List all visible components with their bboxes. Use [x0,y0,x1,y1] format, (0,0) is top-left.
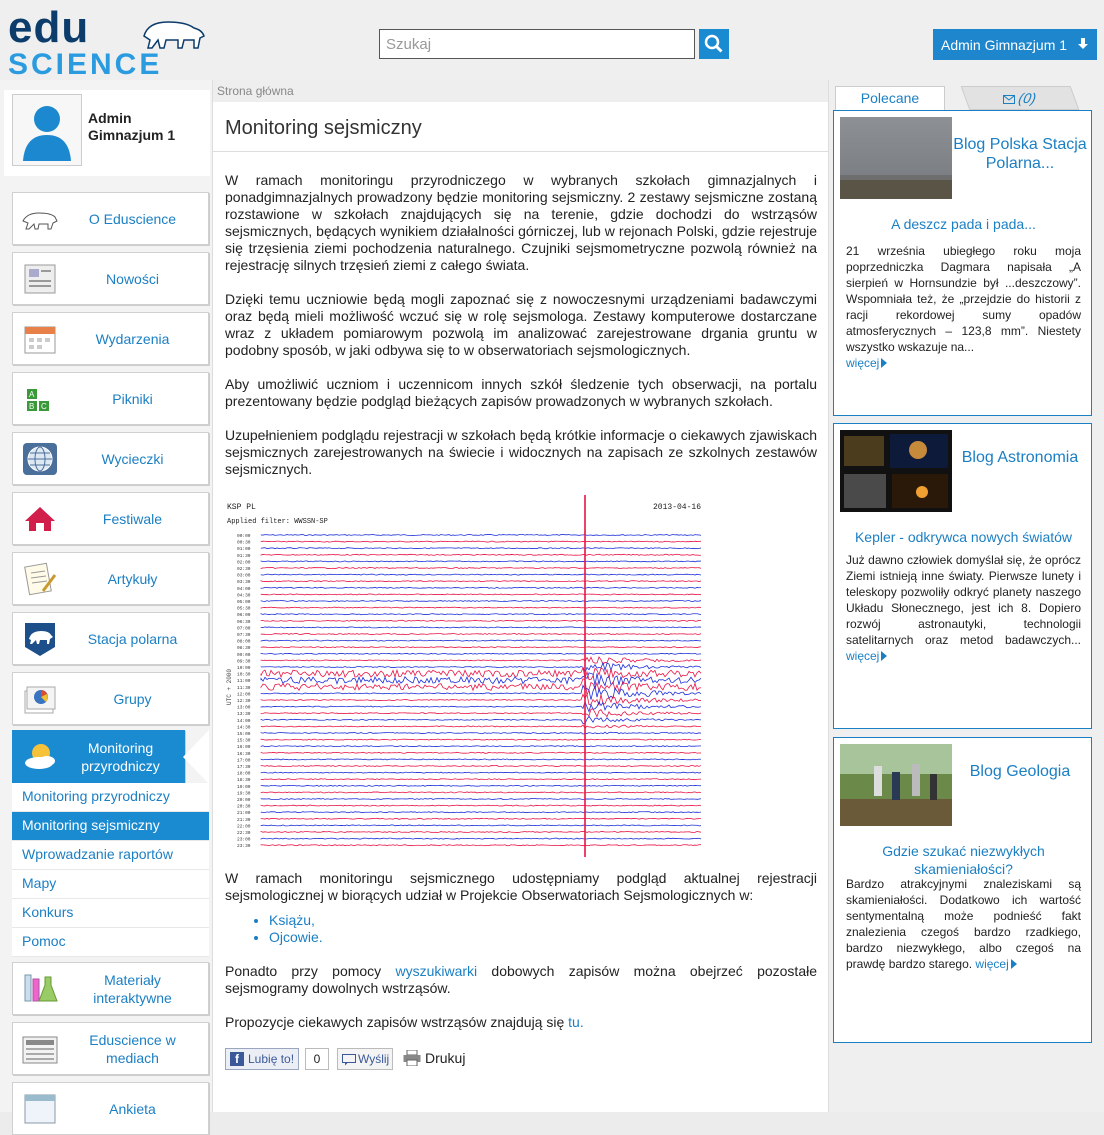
menu-item-stacja-polarna[interactable] [12,612,209,665]
search-engine-link[interactable]: wyszukiwarki [395,963,478,979]
seismogram-filter: Applied filter: WWSSN-SP [227,518,328,526]
search-icon [699,29,729,59]
facebook-icon: f [230,1052,244,1066]
svg-text:B: B [29,402,35,411]
seismogram-time-label: 01:00 [237,547,251,553]
svg-text:A: A [29,390,35,399]
observatory-link-ksiaz[interactable]: Książu, [269,912,315,928]
search-input[interactable]: Szukaj [379,29,695,59]
social-bar [225,1048,525,1072]
user-silhouette-icon [13,95,81,165]
post-title[interactable]: A deszcz pada i pada... [891,216,1036,232]
menu-label: Wydarzenia [95,330,170,347]
seismogram-axis-label: UTC + 2000 [226,668,233,705]
like-label: Lubię to! [248,1052,295,1066]
seismogram-time-label: 05:30 [237,606,251,612]
excerpt-text: Już dawno człowiek domyślał się, że oprócz Ziemi istnieją inne światy. Pierwsze lunety i teleskopy pozwoliły odkryć planety naszego Układu Słonecznego, jest ich 8. Dopiero rozwój astronautyki, technologii satelitarnych oraz metod badawczych... [846,553,1081,647]
read-more-link[interactable] [975,957,1016,971]
menu-item-pikniki[interactable] [12,372,209,425]
seismogram-time-label: 00:30 [237,540,251,546]
menu-item-nowosci[interactable] [12,252,209,305]
weather-icon [21,739,59,775]
polar-bear-icon [21,621,59,657]
menu-label: Ankieta [109,1100,156,1117]
calendar-icon [21,321,59,357]
seismogram-date: 2013-04-16 [653,503,702,512]
seismogram-time-label: 18:30 [237,778,251,784]
user-menu-button[interactable] [933,29,1097,60]
seismogram-time-label: 12:30 [237,699,251,704]
header [0,0,1104,80]
seismogram-time-label: 03:30 [237,580,251,586]
blog-thumbnail-image[interactable] [840,117,952,199]
blog-title[interactable]: Blog Astronomia [961,449,1079,466]
seismogram-time-label: 23:30 [237,844,251,850]
seismogram-time-label: 05:00 [237,600,251,605]
seismogram-time-label: 17:00 [237,758,251,764]
read-more-label: więcej [846,649,880,663]
seismogram-time-label: 00:00 [237,534,251,539]
seismogram-time-label: 15:30 [237,738,251,744]
page-title: Monitoring sejsmiczny [225,117,422,139]
tab-recommended[interactable]: Polecane [835,86,945,110]
chart-icon [21,681,59,717]
seismogram-time-label: 11:00 [237,679,251,685]
submenu-item-monitoring-sejsmiczny[interactable]: Monitoring sejsmiczny [12,812,209,841]
menu-label: Materiały interaktywne [93,971,172,1006]
paragraph [225,1014,817,1031]
search-button[interactable] [699,29,729,59]
observatory-list [225,912,817,946]
active-indicator [183,730,209,784]
menu-item-wycieczki[interactable] [12,432,209,485]
menu-item-materialy-interaktywne[interactable] [12,962,209,1015]
list-item [269,929,817,946]
right-sidebar [829,80,1104,1112]
seismogram-time-label: 18:00 [237,771,251,777]
seismogram-time-label: 13:30 [237,712,251,718]
seismogram-time-label: 15:00 [237,732,251,737]
seismogram-time-label: 21:30 [237,817,251,823]
paragraph-text: Propozycje ciekawych zapisów wstrząsów znajdują się [225,1014,569,1030]
seismogram-time-label: 03:00 [237,573,251,579]
paragraph: Dzięki temu uczniowie będą mogli zapoznać się z nowoczesnymi urządzeniami badawczymi oraz będą mieli możliwość wczuć się w rolę sejsmologa. Zestawy komputerowe dostarczane wraz z układem pomiarowym pozwolą im analizować zarejestrowane drgania gruntu w podobny sposób, w jaki odbywa się to w obserwatoriach sejsmologicznych. [225,291,817,358]
like-count: 0 [305,1048,329,1070]
document-icon [21,561,59,597]
title-divider [213,151,828,152]
menu-label: Stacja polarna [87,630,178,647]
blog-thumbnail-image[interactable] [840,430,952,512]
blog-card [833,737,1092,1043]
send-label: Wyślij [358,1052,390,1066]
user-profile [4,90,210,176]
seismogram-time-label: 09:30 [237,659,251,665]
seismogram-time-label: 06:30 [237,619,251,625]
profile-name: Admin Gimnazjum 1 [88,110,176,143]
submenu-item-wprowadzanie-raportow[interactable]: Wprowadzanie raportów [12,841,209,870]
seismogram-time-label: 14:30 [237,725,251,731]
seismogram-time-label: 04:00 [237,586,251,592]
submenu-item-konkurs[interactable]: Konkurs [12,899,209,928]
post-excerpt [846,876,1081,972]
article-body [225,172,817,1048]
main-content [212,80,829,1112]
proposals-link[interactable]: tu. [568,1014,584,1030]
menu-label: Festiwale [102,510,163,527]
svg-text:SCIENCE: SCIENCE [8,48,163,76]
seismogram-time-label: 08:30 [237,646,251,652]
seismogram-time-label: 21:00 [237,811,251,817]
menu-item-festiwale[interactable] [12,492,209,545]
seismogram-time-label: 10:30 [237,672,251,678]
menu-label: Pikniki [112,390,153,407]
list-item [269,912,817,929]
paragraph: Uzupełnieniem podglądu rejestracji w szkołach będą krótkie informacje o ciekawych zjawiskach sejsmicznych zarejestrowanych na świecie i widocznych na zapisach ze szkolnych zestawów sejsmicznych. [225,427,817,477]
submenu-item-mapy[interactable]: Mapy [12,870,209,899]
seismogram-time-label: 02:30 [237,567,251,572]
paragraph: Aby umożliwić uczniom i uczennicom innych szkół śledzenie tych obserwacji, na portalu prezentowany będzie podgląd bieżących zapisów prowadzonych w wybranych szkołach. [225,376,817,409]
send-button[interactable] [337,1048,393,1070]
seismogram-station: KSP PL [227,503,256,512]
avatar[interactable] [12,94,82,166]
read-more-label: więcej [975,957,1009,971]
download-arrow-icon [1077,38,1089,50]
seismogram-time-label: 14:00 [237,718,251,724]
seismogram-time-label: 02:00 [237,560,251,566]
seismogram-time-label: 13:00 [237,705,251,711]
messages-count: (0) [1016,90,1040,106]
seismogram-time-label: 09:00 [237,652,251,658]
print-button[interactable] [403,1050,465,1066]
seismogram-time-label: 07:00 [237,626,251,632]
menu-item-eduscience-w-mediach[interactable] [12,1022,209,1075]
submenu-item-monitoring-przyrodniczy[interactable]: Monitoring przyrodniczy [12,783,209,812]
newspaper-icon [21,1031,59,1067]
svg-text:edu: edu [8,6,90,52]
print-label: Drukuj [425,1050,466,1066]
paragraph [225,963,817,997]
menu-item-o-eduscience[interactable] [12,192,209,245]
menu-label: Artykuły [107,570,158,587]
paragraph-text: dobowych zapisów można obejrzeć pozostałe sejsmogramy dowolnych wstrząsów. [225,963,818,996]
seismogram-time-label: 04:30 [237,593,251,599]
globe-icon [21,441,59,477]
blog-title[interactable]: Blog Geologia [969,763,1071,780]
speech-bubble-icon [342,1054,356,1066]
seismogram-time-label: 16:30 [237,751,251,757]
seismogram-time-label: 22:00 [237,824,251,830]
menu-label: Grupy [113,690,152,707]
seismogram-time-label: 10:00 [237,666,251,671]
tab-messages[interactable] [961,86,1080,110]
seismogram-time-label: 19:00 [237,784,251,790]
seismogram-time-label: 20:30 [237,804,251,810]
flask-icon [21,971,59,1007]
seismogram-time-label: 22:30 [237,831,251,836]
facebook-like-button[interactable] [225,1048,299,1070]
seismogram-time-label: 01:30 [237,553,251,559]
observatory-link-ojcow[interactable]: Ojcowie. [269,929,323,945]
blog-card [833,110,1092,416]
form-icon [21,1091,59,1127]
menu-item-grupy[interactable] [12,672,209,725]
menu-label: Wycieczki [101,450,164,467]
seismogram-time-label: 16:00 [237,745,251,751]
menu-item-ankieta[interactable] [12,1082,209,1135]
read-more-label: więcej [846,356,880,370]
blog-thumbnail-image[interactable] [840,744,952,826]
arrow-right-icon [881,358,887,368]
seismogram-time-label: 23:00 [237,837,251,843]
seismogram-time-label: 20:00 [237,798,251,803]
paragraph: W ramach monitoringu przyrodniczego w wybranych szkołach gimnazjalnych i ponadgimnazjalnych prowadzony będzie monitoring sejsmiczny. 2 zestawy sejsmiczne zostaną rozstawione w szkołach znajdujących się na terenie, gdzie dochodzi do wstrząsów sejsmicznych, będących wynikiem działalności górniczej, lub w rejonach Polski, gdzie rejestruje się trzęsienia ziemi pochodzenia naturalnego. Czujniki sejsmometryczne pozwolą również na rejestrację silnych trzęsień ziemi z całego świata. [225,172,817,273]
seismogram-time-label: 07:30 [237,633,251,638]
newspaper-icon [21,261,59,297]
eduscience-logo[interactable] [8,6,213,76]
seismogram-time-label: 11:30 [237,685,251,691]
breadcrumb[interactable]: Strona główna [213,80,828,102]
printer-icon [403,1050,421,1066]
seismogram-time-label: 08:00 [237,639,251,645]
post-excerpt [846,243,1081,371]
user-menu-label: Admin Gimnazjum 1 [941,37,1068,53]
excerpt-text: 21 września ubiegłego roku moja poprzedniczka Dagmara napisała „A sierpień w Hornsundzie był ...deszczowy”. Wspomniała też, że „przejdzie do historii z racji rekordowej sumy opadów atmosferycznych – 123,8 mm”. Niestety wszystko wskazuje na... [846,244,1081,354]
seismogram-time-label: 06:00 [237,613,251,619]
read-more-link[interactable] [846,649,887,663]
menu-label: O Eduscience [88,210,177,227]
post-title[interactable]: Kepler - odkrywca nowych światów [854,529,1073,545]
arrow-right-icon [881,651,887,661]
tent-icon [21,501,59,537]
submenu [12,783,209,957]
envelope-icon [1003,95,1015,104]
svg-text:C: C [41,402,47,411]
blocks-icon [21,381,59,417]
menu-item-monitoring-przyrodniczy[interactable] [12,730,185,783]
excerpt-text: Bardzo atrakcyjnymi znaleziskami są skamieniałości. Dodatkowo ich wartość sentymentalną może podnieść fakt znalezienia czegoś bardzo rzadkiego, bardzo niezwykłego, albo czegoś na prawdę bardzo starego. [846,877,1081,971]
read-more-link[interactable] [846,356,887,370]
menu-item-wydarzenia[interactable] [12,312,209,365]
seismogram-time-label: 17:30 [237,765,251,770]
seismogram-image [225,495,703,857]
menu-label: Nowości [106,270,159,287]
menu-label: Eduscience w mediach [89,1031,176,1066]
seismogram-time-label: 19:30 [237,791,251,797]
seismogram-time-label: 12:00 [237,692,251,698]
post-excerpt [846,552,1081,664]
post-title[interactable]: Gdzie szukać niezwykłych skamieniałości? [882,843,1045,877]
menu-label: Monitoring przyrodniczy [81,739,160,774]
submenu-item-pomoc[interactable]: Pomoc [12,928,209,957]
paragraph: W ramach monitoringu sejsmicznego udostępniamy podgląd aktualnej rejestracji sejsmologicznej w biorących udział w Projekcie Obserwatoriach Sejsmologicznych w: [225,870,817,903]
menu-item-artykuly[interactable] [12,552,209,605]
paragraph-text: Ponadto przy pomocy [225,963,396,979]
polar-bear-icon [21,201,59,237]
blog-title[interactable]: Blog Polska Stacja Polarna... [953,136,1087,172]
blog-card [833,423,1092,729]
arrow-right-icon [1011,959,1017,969]
